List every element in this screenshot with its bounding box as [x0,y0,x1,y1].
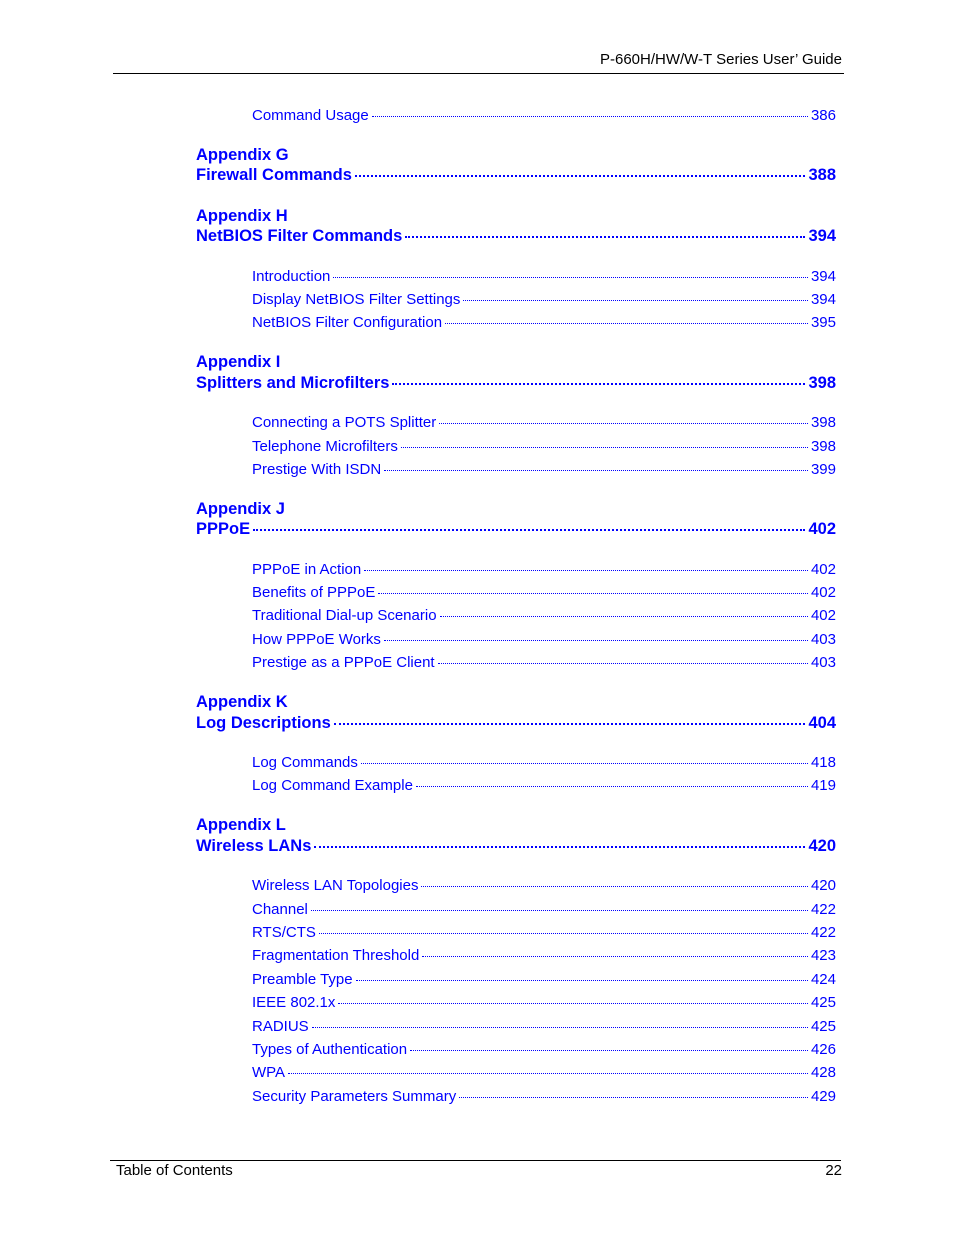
dot-leader [439,423,808,424]
toc-chapter-title: Firewall Commands [196,166,352,184]
footer-page-number: 22 [825,1162,842,1179]
toc-entry-wireless-lan-topologies[interactable] [252,877,836,897]
toc-entry-prestige-with-isdn[interactable] [252,461,836,481]
dot-leader [410,1050,808,1051]
toc-entry-channel[interactable] [252,901,836,921]
toc-chapter-splitters-and-microfilters[interactable] [196,374,836,396]
dot-leader [384,470,808,471]
dot-leader [392,383,805,385]
toc-chapter-log-descriptions[interactable] [196,714,836,736]
toc-entry-page: 398 [810,414,836,431]
toc-entry-connecting-a-pots-splitter[interactable] [252,414,836,434]
toc-chapter-netbios-filter-commands[interactable] [196,227,836,249]
toc-entry-label: RTS/CTS [252,924,316,941]
dot-leader [253,529,805,531]
toc-entry-page: 402 [810,561,836,578]
dot-leader [364,570,808,571]
toc-entry-how-pppoe-works[interactable] [252,631,836,651]
toc-entry-pppoe-in-action[interactable] [252,561,836,581]
toc-entry-fragmentation-threshold[interactable] [252,947,836,967]
toc-entry-page: 428 [810,1064,836,1081]
toc-entry-benefits-of-pppoe[interactable] [252,584,836,604]
toc-entry-telephone-microfilters[interactable] [252,438,836,458]
toc-entry-page: 386 [810,107,836,124]
toc-entry-page: 425 [810,1018,836,1035]
toc-entry-page: 395 [810,314,836,331]
toc-entry-label: Preamble Type [252,971,353,988]
toc-entry-label: Connecting a POTS Splitter [252,414,437,431]
toc-entry-page: 402 [810,607,836,624]
footer-rule [110,1160,841,1161]
toc-entry-label: How PPPoE Works [252,631,381,648]
toc-chapter-page: 394 [808,227,836,245]
dot-leader [440,616,808,617]
toc-entry-page: 418 [810,754,836,771]
dot-leader [422,956,808,957]
dot-leader [361,763,808,764]
toc-entry-label: Traditional Dial-up Scenario [252,607,437,624]
toc-chapter-title: Splitters and Microfilters [196,374,390,392]
appendix-j-label[interactable]: Appendix J [196,500,285,518]
dot-leader [384,640,808,641]
toc-entry-label: Fragmentation Threshold [252,947,420,964]
toc-entry-label: Display NetBIOS Filter Settings [252,291,461,308]
dot-leader [338,1003,808,1004]
running-header-title: P-660H/HW/W-T Series User’ Guide [599,51,842,68]
appendix-i-label[interactable]: Appendix I [196,353,281,371]
toc-entry-display-netbios-filter-settings[interactable] [252,291,836,311]
toc-entry-wpa[interactable] [252,1064,836,1084]
appendix-k-label[interactable]: Appendix K [196,693,288,711]
toc-entry-label: Command Usage [252,107,369,124]
toc-entry-label: Prestige With ISDN [252,461,382,478]
toc-entry-label: Log Commands [252,754,358,771]
toc-entry-label: Prestige as a PPPoE Client [252,654,435,671]
toc-entry-label: PPPoE in Action [252,561,362,578]
toc-chapter-page: 388 [808,166,836,184]
dot-leader [372,116,808,117]
dot-leader [288,1073,808,1074]
toc-entry-page: 419 [810,777,836,794]
toc-chapter-title: PPPoE [196,520,251,538]
toc-entry-label: Types of Authentication [252,1041,408,1058]
dot-leader [378,593,808,594]
toc-entry-preamble-type[interactable] [252,971,836,991]
dot-leader [333,277,808,278]
dot-leader [416,786,808,787]
dot-leader [459,1097,808,1098]
toc-entry-introduction[interactable] [252,268,836,288]
dot-leader [314,846,805,848]
dot-leader [401,447,808,448]
dot-leader [312,1027,808,1028]
footer-section-title: Table of Contents [116,1162,233,1179]
toc-entry-security-parameters-summary[interactable] [252,1088,836,1108]
toc-entry-page: 420 [810,877,836,894]
dot-leader [405,236,805,238]
toc-entry-traditional-dial-up-scenario[interactable] [252,607,836,627]
toc-entry-log-commands[interactable] [252,754,836,774]
toc-entry-label: Security Parameters Summary [252,1088,457,1105]
appendix-l-label[interactable]: Appendix L [196,816,286,834]
toc-entry-rts-cts[interactable] [252,924,836,944]
toc-entry-label: Introduction [252,268,331,285]
toc-chapter-pppoe[interactable] [196,520,836,542]
toc-entry-radius[interactable] [252,1018,836,1038]
toc-entry-netbios-filter-configuration[interactable] [252,314,836,334]
toc-chapter-firewall-commands[interactable] [196,166,836,188]
toc-entry-label: Telephone Microfilters [252,438,398,455]
toc-entry-page: 403 [810,631,836,648]
toc-entry-log-command-example[interactable] [252,777,836,797]
toc-entry-types-of-authentication[interactable] [252,1041,836,1061]
toc-entry-page: 426 [810,1041,836,1058]
dot-leader [421,886,808,887]
toc-chapter-page: 402 [808,520,836,538]
header-rule [113,73,844,74]
toc-entry-command-usage[interactable] [252,107,836,127]
toc-entry-page: 423 [810,947,836,964]
dot-leader [356,980,808,981]
toc-entry-page: 424 [810,971,836,988]
dot-leader [445,323,808,324]
toc-entry-label: Channel [252,901,308,918]
toc-chapter-page: 404 [808,714,836,732]
dot-leader [311,910,808,911]
toc-entry-label: Benefits of PPPoE [252,584,376,601]
appendix-g-label[interactable]: Appendix G [196,146,289,164]
toc-entry-prestige-as-a-pppoe-client[interactable] [252,654,836,674]
toc-chapter-title: NetBIOS Filter Commands [196,227,403,245]
toc-entry-ieee-802-1x[interactable] [252,994,836,1014]
dot-leader [334,723,806,725]
toc-chapter-page: 398 [808,374,836,392]
toc-entry-page: 429 [810,1088,836,1105]
toc-entry-page: 399 [810,461,836,478]
toc-entry-page: 422 [810,924,836,941]
toc-entry-page: 394 [810,268,836,285]
toc-entry-label: NetBIOS Filter Configuration [252,314,443,331]
dot-leader [355,175,806,177]
toc-entry-page: 425 [810,994,836,1011]
toc-chapter-title: Log Descriptions [196,714,331,732]
toc-entry-label: Wireless LAN Topologies [252,877,419,894]
toc-chapter-page: 420 [808,837,836,855]
toc-entry-page: 422 [810,901,836,918]
dot-leader [319,933,808,934]
toc-entry-page: 402 [810,584,836,601]
dot-leader [463,300,808,301]
toc-entry-page: 394 [810,291,836,308]
toc-entry-label: IEEE 802.1x [252,994,336,1011]
appendix-h-label[interactable]: Appendix H [196,207,288,225]
toc-entry-page: 398 [810,438,836,455]
toc-chapter-wireless-lans[interactable] [196,837,836,859]
toc-entry-label: RADIUS [252,1018,309,1035]
toc-entry-label: Log Command Example [252,777,413,794]
toc-entry-page: 403 [810,654,836,671]
toc-chapter-title: Wireless LANs [196,837,312,855]
toc-entry-label: WPA [252,1064,286,1081]
dot-leader [438,663,808,664]
